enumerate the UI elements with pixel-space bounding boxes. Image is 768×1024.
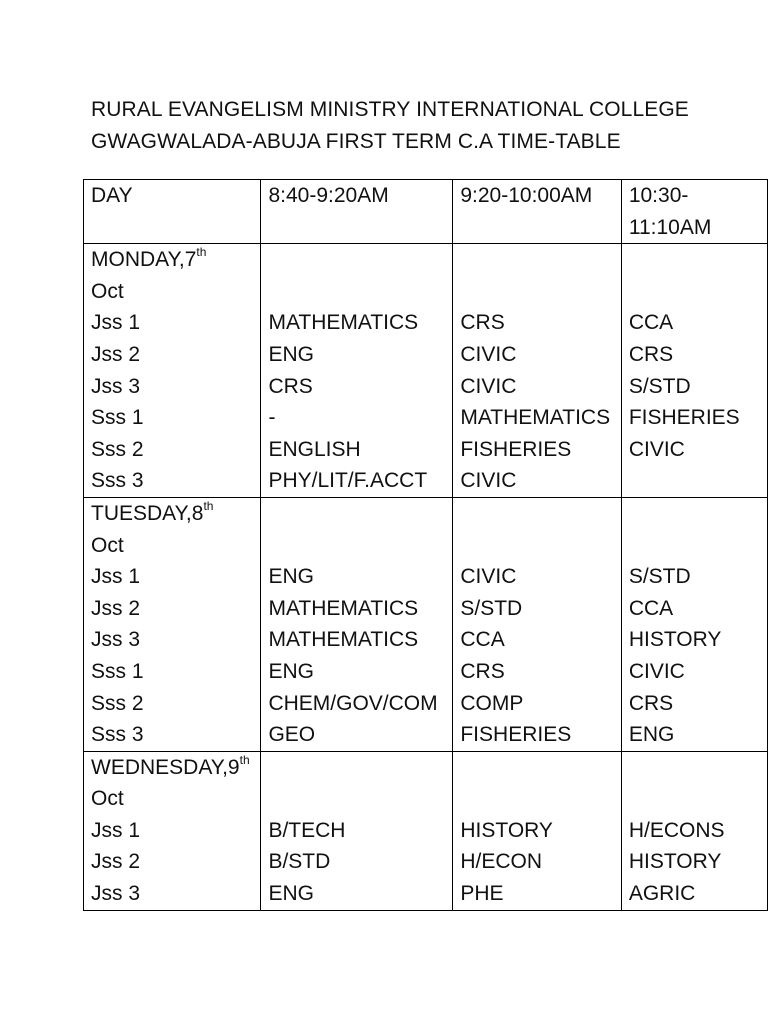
- subject: MATHEMATICS: [268, 628, 419, 652]
- subject: CRS: [460, 659, 505, 683]
- subject: MATHEMATICS: [268, 596, 419, 620]
- subject: CRS: [628, 691, 674, 715]
- header-slot-3: [621, 180, 767, 244]
- day-ordinal-suffix: th: [196, 245, 207, 260]
- slot-2-cell: [453, 244, 621, 498]
- subject: S/STD: [628, 374, 691, 398]
- class-name: Sss 3: [91, 723, 144, 747]
- day-name: [91, 244, 260, 276]
- subject: CIVIC: [460, 565, 517, 589]
- subject: HISTORY: [628, 628, 722, 652]
- day-month: Oct: [91, 279, 124, 303]
- timetable: [83, 179, 768, 911]
- subject: ENG: [268, 882, 314, 906]
- spacer-line: [268, 244, 452, 276]
- subject: CIVIC: [628, 659, 685, 683]
- subject: -: [268, 406, 276, 430]
- subject: FISHERIES: [460, 723, 572, 747]
- subject: COMP: [460, 691, 524, 715]
- subject: CIVIC: [460, 374, 517, 398]
- subject: CRS: [268, 374, 313, 398]
- spacer-line: [268, 276, 452, 308]
- subject: ENG: [268, 342, 314, 366]
- class-name: Jss 3: [91, 374, 141, 398]
- header-day: DAY: [84, 180, 261, 244]
- header-slot-3-line-2: 11:10AM: [628, 215, 712, 239]
- day-row: [84, 244, 768, 498]
- class-name: Jss 3: [91, 882, 141, 906]
- day-cell: [84, 244, 261, 498]
- spacer-line: [460, 498, 620, 530]
- class-name: Jss 3: [91, 628, 141, 652]
- class-name: Jss 1: [91, 818, 141, 842]
- subject: CHEM/GOV/COM: [268, 691, 438, 715]
- subject: PHE: [460, 882, 504, 906]
- class-name: Jss 1: [91, 311, 141, 335]
- day-cell: [84, 497, 261, 751]
- slot-1-cell: [261, 244, 453, 498]
- spacer-line: [629, 498, 767, 530]
- slot-2-cell: [453, 497, 621, 751]
- class-name: Sss 1: [91, 406, 144, 430]
- subject: CCA: [628, 596, 674, 620]
- subject: B/STD: [268, 850, 331, 874]
- subject: CIVIC: [460, 469, 517, 493]
- subject: CIVIC: [460, 342, 517, 366]
- subject: H/ECON: [460, 850, 543, 874]
- slot-1-cell: [261, 497, 453, 751]
- day-row: [84, 497, 768, 751]
- day-label: WEDNESDAY,9: [91, 755, 240, 779]
- subject: FISHERIES: [628, 406, 740, 430]
- subject: GEO: [268, 723, 316, 747]
- subject: HISTORY: [460, 818, 553, 842]
- spacer-line: [460, 276, 620, 308]
- title-line-1: RURAL EVANGELISM MINISTRY INTERNATIONAL COLLEGE: [91, 98, 689, 121]
- class-name: Sss 2: [91, 691, 144, 715]
- subject: B/TECH: [268, 818, 346, 842]
- spacer-line: [460, 783, 620, 815]
- day-ordinal-suffix: th: [239, 752, 250, 767]
- subject: [629, 465, 767, 497]
- spacer-line: [268, 530, 452, 562]
- header-slot-1: 8:40-9:20AM: [261, 180, 453, 244]
- day-ordinal-suffix: th: [203, 498, 214, 513]
- header-slot-2: 9:20-10:00AM: [453, 180, 621, 244]
- subject: ENGLISH: [268, 437, 361, 461]
- spacer-line: [460, 752, 620, 784]
- slot-2-cell: [453, 751, 621, 910]
- day-month: Oct: [91, 787, 124, 811]
- subject: CRS: [460, 311, 505, 335]
- subject: ENG: [268, 565, 314, 589]
- subject: ENG: [268, 659, 314, 683]
- document-title: [91, 94, 761, 158]
- subject: MATHEMATICS: [460, 406, 611, 430]
- class-name: Sss 3: [91, 469, 144, 493]
- subject: CIVIC: [628, 437, 685, 461]
- day-label: MONDAY,7: [91, 248, 197, 272]
- spacer-line: [629, 244, 767, 276]
- slot-3-cell: [621, 497, 767, 751]
- slot-3-cell: [621, 751, 767, 910]
- slot-3-cell: [621, 244, 767, 498]
- subject: CCA: [628, 311, 674, 335]
- class-name: Jss 1: [91, 565, 141, 589]
- header-slot-3-line-1: 10:30-: [628, 184, 689, 207]
- class-name: Jss 2: [91, 342, 141, 366]
- subject: S/STD: [460, 596, 523, 620]
- spacer-line: [629, 752, 767, 784]
- day-label: TUESDAY,8: [91, 501, 204, 525]
- slot-1-cell: [261, 751, 453, 910]
- subject: PHY/LIT/F.ACCT: [268, 469, 428, 493]
- spacer-line: [268, 783, 452, 815]
- day-name: [91, 498, 260, 530]
- subject: H/ECONS: [628, 818, 725, 842]
- subject: CCA: [460, 628, 505, 652]
- subject: S/STD: [628, 565, 691, 589]
- spacer-line: [268, 498, 452, 530]
- class-name: Jss 2: [91, 596, 141, 620]
- subject: ENG: [628, 723, 675, 747]
- subject: CRS: [628, 342, 674, 366]
- title-line-2: GWAGWALADA-ABUJA FIRST TERM C.A TIME-TABLE: [91, 130, 621, 153]
- subject: FISHERIES: [460, 437, 572, 461]
- class-name: Jss 2: [91, 850, 141, 874]
- spacer-line: [460, 530, 620, 562]
- day-name: [91, 752, 260, 784]
- day-cell: [84, 751, 261, 910]
- spacer-line: [629, 783, 767, 815]
- subject: MATHEMATICS: [268, 311, 419, 335]
- class-name: Sss 1: [91, 659, 144, 683]
- spacer-line: [460, 244, 620, 276]
- day-month: Oct: [91, 533, 124, 557]
- subject: HISTORY: [628, 850, 722, 874]
- day-row: [84, 751, 768, 910]
- spacer-line: [629, 530, 767, 562]
- spacer-line: [268, 752, 452, 784]
- class-name: Sss 2: [91, 437, 144, 461]
- subject: AGRIC: [628, 882, 696, 906]
- spacer-line: [629, 276, 767, 308]
- header-row: [84, 180, 768, 244]
